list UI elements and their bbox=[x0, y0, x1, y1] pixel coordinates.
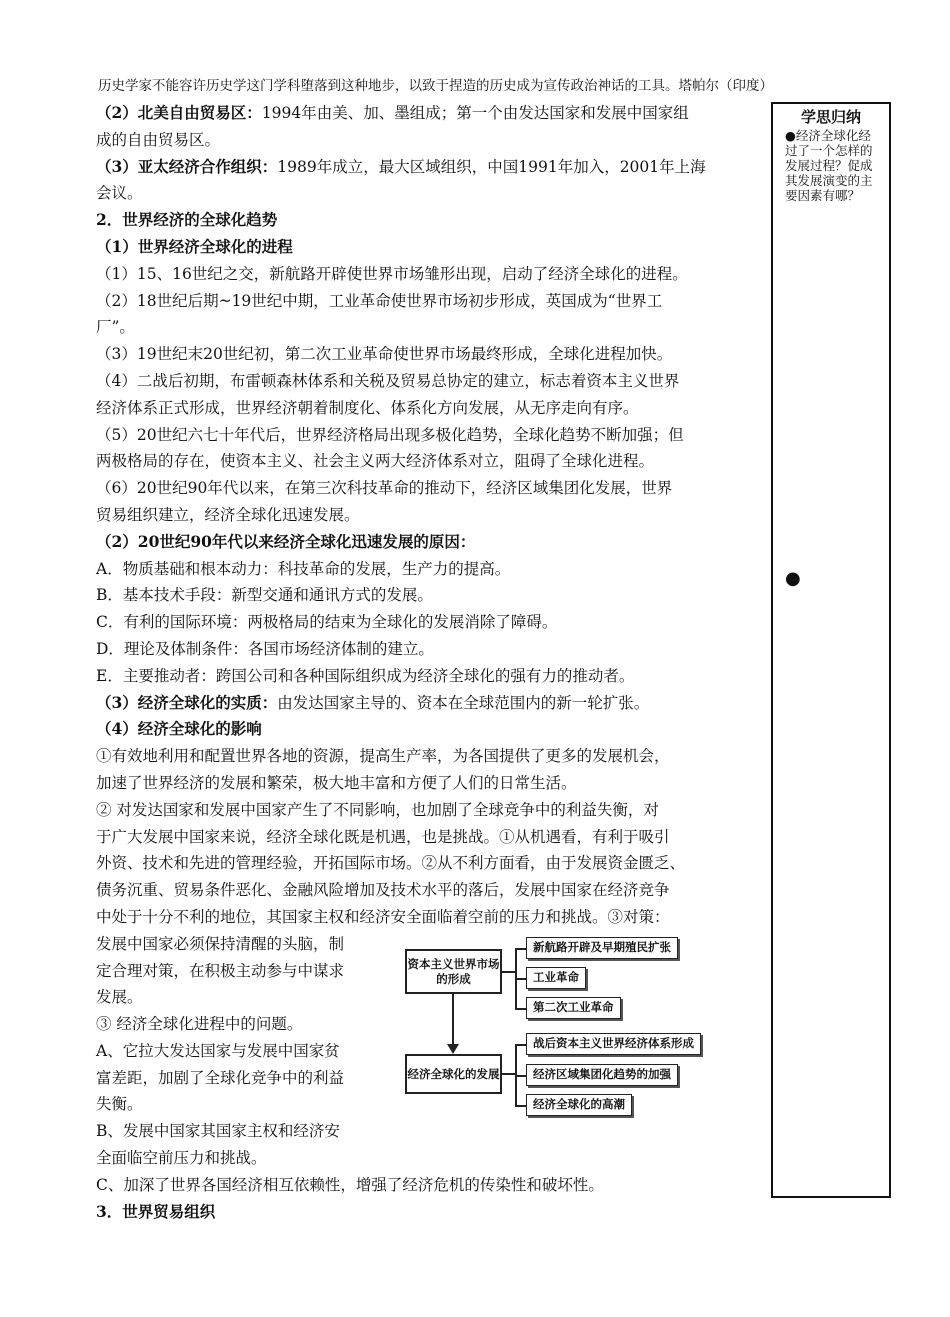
diagram-connector-2 bbox=[502, 1073, 516, 1075]
paragraph-nafta bbox=[96, 100, 764, 127]
essence-title: （3）经济全球化的实质： bbox=[96, 692, 278, 712]
paragraph-essence bbox=[96, 690, 764, 717]
nafta-text: 1994年由美、加、墨组成；第一个由发达国家和发展中国家组 bbox=[261, 104, 689, 122]
diagram-box-globalization: 经济全球化的发展 bbox=[405, 1054, 502, 1094]
diagram-item-2-1: 战后资本主义世界经济体系形成 bbox=[526, 1033, 701, 1055]
section-3-heading: 3．世界贸易组织 bbox=[96, 1201, 216, 1221]
process-item-4: （4）二战后初期，布雷顿森林体系和关税及贸易总协定的建立，标志着资本主义世界 bbox=[96, 371, 680, 390]
diagram-item-1-3: 第二次工业革命 bbox=[526, 997, 621, 1019]
problems-heading: ③ 经济全球化进程中的问题。 bbox=[96, 1015, 303, 1034]
reason-e: E．主要推动者：跨国公司和各种国际组织成为经济全球化的强有力的推动者。 bbox=[96, 666, 635, 685]
nafta-title: （2）北美自由贸易区： bbox=[96, 103, 262, 122]
process-item-2-cont: 厂”。 bbox=[96, 318, 135, 337]
diagram-item-2-2: 经济区域集团化趋势的加强 bbox=[526, 1064, 678, 1086]
diagram-item-1-1: 新航路开辟及早期殖民扩张 bbox=[526, 937, 678, 959]
process-item-2: （2）18世纪后期~19世纪中期，工业革命使世界市场初步形成，英国成为“世界工 bbox=[96, 291, 663, 310]
process-item-5-cont: 两极格局的存在，使资本主义、社会主义两大经济体系对立，阻碍了全球化进程。 bbox=[96, 452, 655, 471]
essence-text: 由发达国家主导的、资本在全球范围内的新一轮扩张。 bbox=[277, 693, 650, 712]
wrapped-text-block bbox=[96, 931, 406, 1172]
apec-title: （3）亚太经济合作组织： bbox=[96, 156, 278, 176]
process-item-4-cont: 经济体系正式形成，世界经济朝着制度化、体系化方向发展，从无序走向有序。 bbox=[96, 398, 639, 417]
impact-2-line-3: 外资、技术和先进的管理经验，开拓国际市场。②从不利方面看，由于发展资金匮乏、 bbox=[96, 854, 686, 873]
nafta-text-cont: 成的自由贸易区。 bbox=[96, 130, 221, 149]
process-item-1: （1）15、16世纪之交，新航路开辟使世界市场雏形出现，启动了经济全球化的进程。 bbox=[96, 264, 688, 283]
diagram-box-market: 资本主义世界市场的形成 bbox=[405, 949, 502, 994]
problem-b-cont: 全面临空前压力和挑战。 bbox=[96, 1149, 267, 1168]
sidebar-summary-box bbox=[771, 102, 891, 1198]
section-2-2-heading: （2）20世纪90年代以来经济全球化迅速发展的原因： bbox=[96, 531, 476, 551]
diagram-arrow-shaft bbox=[452, 994, 454, 1046]
reason-c: C．有利的国际环境：两极格局的结束为全球化的发展消除了障碍。 bbox=[96, 613, 558, 632]
impact-2-line-2: 于广大发展中国家来说，经济全球化既是机遇，也是挑战。①从机遇看，有利于吸引 bbox=[96, 827, 670, 846]
impact-1: ①有效地利用和配置世界各地的资源，提高生产率，为各国提供了更多的发展机会， bbox=[96, 747, 670, 766]
section-2-1-heading: （1）世界经济全球化的进程 bbox=[96, 236, 293, 256]
strategy-line-2: 定合理对策，在积极主动参与中谋求 bbox=[96, 961, 345, 980]
paragraph-apec bbox=[96, 154, 764, 181]
problem-c: C、加深了世界各国经济相互依赖性，增强了经济危机的传染性和破坏性。 bbox=[96, 1175, 604, 1194]
problem-a: A、它拉大发达国家与发展中国家贫 bbox=[96, 1041, 340, 1060]
diagram-connector-1 bbox=[502, 971, 516, 973]
diagram-item-1-2: 工业革命 bbox=[526, 967, 586, 989]
process-item-6-cont: 贸易组织建立，经济全球化迅速发展。 bbox=[96, 505, 360, 524]
problem-a-cont-2: 失衡。 bbox=[96, 1095, 143, 1114]
process-item-3: （3）19世纪末20世纪初，第二次工业革命使世界市场最终形成，全球化进程加快。 bbox=[96, 345, 673, 364]
flow-diagram bbox=[405, 930, 735, 1122]
impact-1-cont: 加速了世界经济的发展和繁荣，极大地丰富和方便了人们的日常生活。 bbox=[96, 773, 577, 792]
problem-b: B、发展中国家其国家主权和经济安 bbox=[96, 1122, 340, 1141]
section-2-4-heading: （4）经济全球化的影响 bbox=[96, 719, 262, 739]
impact-2: ② 对发达国家和发展中国家产生了不同影响，也加剧了全球竞争中的利益失衡，对 bbox=[96, 800, 659, 819]
process-item-5: （5）20世纪六七十年代后，世界经济格局出现多极化趋势，全球化趋势不断加强；但 bbox=[96, 425, 684, 444]
problem-a-cont: 富差距，加剧了全球化竞争中的利益 bbox=[96, 1068, 345, 1087]
sidebar-title: 学思归纳 bbox=[800, 108, 861, 126]
reason-b: B．基本技术手段：新型交通和通讯方式的发展。 bbox=[96, 586, 433, 605]
reason-a: A．物质基础和根本动力：科技革命的发展，生产力的提高。 bbox=[96, 559, 511, 578]
apec-text: 1989年成立，最大区域组织，中国1991年加入，2001年上海 bbox=[277, 157, 706, 176]
impact-2-line-5: 中处于十分不利的地位，其国家主权和经济安全面临着空前的压力和挑战。③对策： bbox=[96, 907, 670, 926]
section-2-heading: 2．世界经济的全球化趋势 bbox=[96, 210, 278, 230]
apec-text-cont: 会议。 bbox=[96, 184, 143, 203]
sidebar-question: ●经济全球化经过了一个怎样的发展过程？促成其发展演变的主要因素有哪？ bbox=[785, 128, 873, 203]
strategy-line-1: 发展中国家必须保持清醒的头脑，制 bbox=[96, 934, 345, 953]
diagram-item-2-3: 经济全球化的高潮 bbox=[526, 1094, 632, 1116]
strategy-line-3: 发展。 bbox=[96, 988, 143, 1007]
sidebar-bullet: ● bbox=[785, 568, 801, 589]
header-quote: 历史学家不能容许历史学这门学科堕落到这种地步，以致于捏造的历史成为宣传政治神话的工具。塔帕尔（印度） bbox=[98, 78, 773, 94]
diagram-arrow-head bbox=[447, 1044, 459, 1054]
reason-d: D．理论及体制条件：各国市场经济体制的建立。 bbox=[96, 639, 434, 658]
process-item-6: （6）20世纪90年代以来，在第三次科技革命的推动下，经济区域集团化发展，世界 bbox=[96, 479, 673, 498]
impact-2-line-4: 债务沉重、贸易条件恶化、金融风险增加及技术水平的落后，发展中国家在经济竞争 bbox=[96, 881, 670, 900]
